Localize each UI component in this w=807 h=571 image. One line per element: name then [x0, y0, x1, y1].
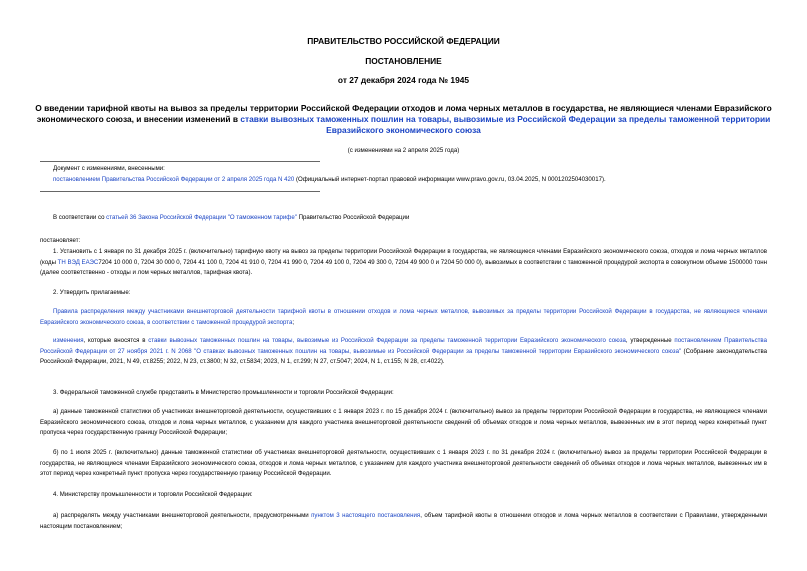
- title-text: О введении тарифной квоты на вывоз за пределы территории Российской Федерации отходов и лома черных металлов в государства, не являющиеся членами Евразийского экономического союза, и внесении изменений в: [35, 103, 772, 124]
- clause-2b-changes-link[interactable]: изменения: [53, 337, 84, 344]
- clause-3a: а) данные таможенной статистики об участниках внешнеторговой деятельности, осуществивших с 1 января 2023 г. по 15 декабря 2024 г. (включительно) вывоз за пределы территории Российской Федерации в государства, не являющиеся членами Евразийского экономического союза, отходов и лома черных металлов, с указанием для каждого участника внешнеторговой деятельности сведений об объемах отходов и лома черных металлов, вывезенных им в этот период через конкретный пункт пропуска через государственную границу Российской Федерации;: [40, 408, 767, 437]
- clause-1-b: 7204 10 000 0, 7204 30 000 0, 7204 41 100 0, 7204 41 910 0, 7204 41 990 0, 7204 49 100 0, 7204 49 300 0, 7204 49 900 0 и 7204 50 000 0), вывозимых в соответствии с таможенной процедурой экспорта в совокупном объеме 1500000 тонн (далее соответственно - отходы и лом черных металлов, тарифная квота).: [40, 258, 767, 277]
- divider-top: [40, 161, 320, 162]
- clause-2b-rates-link[interactable]: ставки вывозных таможенных пошлин на товары, вывозимые из Российской Федерации за пределы таможенной территории Евразийского экономического союза: [148, 337, 626, 344]
- clause-2: 2. Утвердить прилагаемые:: [53, 289, 131, 296]
- document-type: ПОСТАНОВЛЕНИЕ: [365, 56, 442, 66]
- clause-1-a: 1. Установить с 1 января по 31 декабря 2025 г. (включительно) тарифную квоту на вывоз за пределы территории Российской Федерации в государства, не являющиеся членами Евразийского экономического союза, отходов и лома черных металлов (коды: [40, 248, 767, 266]
- clause-2b-b: , утвержденные: [625, 337, 675, 344]
- clause-4a-point3-link[interactable]: пунктом 3 настоящего постановления: [311, 512, 421, 519]
- clause-4a-a: а) распределять между участниками внешнеторговой деятельности, предусмотренными: [53, 512, 312, 519]
- doc-changes-rest: (Официальный интернет-портал правовой информации www.pravo.gov.ru, 03.04.2025, N 0001202504030017).: [294, 176, 606, 183]
- clause-2a: [40, 307, 767, 328]
- doc-changes-line: [53, 175, 606, 186]
- resolves-word: постановляет:: [40, 237, 81, 244]
- doc-changes-link[interactable]: постановлением Правительства Российской Федерации от 2 апреля 2025 года N 420: [53, 176, 295, 183]
- clause-2a-rules-link[interactable]: Правила распределения между участниками внешнеторговой деятельности тарифной квоты в отношении отходов и лома черных металлов, вывозимых за пределы территории Российской Федерации в государства, не являющиеся членами Евразийского экономического союза, в соответствии с таможенной процедурой экспорта: [40, 308, 767, 326]
- clause-1-tnved-link[interactable]: ТН ВЭД ЕАЭС: [57, 258, 99, 266]
- document-title: [30, 103, 777, 136]
- preamble-law-link[interactable]: статьей 36 Закона Российской Федерации "О таможенном тарифе": [106, 214, 297, 221]
- clause-2a-rest: ;: [292, 318, 295, 326]
- clause-2b: [40, 336, 767, 368]
- clause-2b-a: , которые вносятся в: [83, 337, 149, 344]
- clause-1: [40, 247, 767, 279]
- document-date: от 27 декабря 2024 года № 1945: [337, 75, 470, 85]
- preamble-post: Правительство Российской Федерации: [296, 214, 410, 221]
- changes-note: (с изменениями на 2 апреля 2025 года): [347, 147, 460, 154]
- clause-2b-c: (Собрание законодательства Российской Федерации, 2021, N 49, ст.8255; 2022, N 23, ст.3800; N 32, ст.5834; 2023, N 1, ст.299; N 27, ст.5047; 2024, N 1, ст.155; N 28, ст.4022).: [40, 347, 767, 366]
- preamble: [53, 213, 409, 224]
- clause-4: 4. Министерству промышленности и торговли Российской Федерации:: [53, 491, 253, 498]
- divider-bottom: [40, 191, 320, 192]
- preamble-pre: В соответствии со: [53, 214, 107, 221]
- clause-4a-b: , объем тарифной квоты в отношении отходов и лома черных металлов в соответствии с Правилами, утвержденными настоящим постановлением;: [40, 512, 768, 530]
- doc-changes-label: Документ с изменениями, внесенными:: [53, 165, 165, 172]
- clause-4a: [40, 511, 767, 532]
- title-link-rates[interactable]: ставки вывозных таможенных пошлин на товары, вывозимые из Российской Федерации за пределы таможенной территории Евразийского экономического союза: [240, 114, 771, 135]
- issuer-heading: ПРАВИТЕЛЬСТВО РОССИЙСКОЙ ФЕДЕРАЦИИ: [307, 36, 500, 46]
- clause-2b-decree-link[interactable]: постановлением Правительства Российской Федерации от 27 ноября 2021 г. N 2068 "О ставках вывозных таможенных пошлин на товары, вывозимые из Российской Федерации за пределы таможенной территории Евразийского экономического союза": [40, 337, 767, 355]
- clause-3b: б) по 1 июля 2025 г. (включительно) данные таможенной статистики об участниках внешнеторговой деятельности, осуществивших с 1 января 2023 г. по 31 декабря 2024 г. (включительно) вывоз за пределы территории Российской Федерации в государства, не являющиеся членами Евразийского экономического союза, отходов и лома черных металлов, с указанием для каждого участника внешнеторговой деятельности сведений об объемах отходов и лома черных металлов, вывезенных им в этот период через конкретный пункт пропуска через государственную границу Российской Федерации.: [40, 449, 767, 478]
- clause-3: 3. Федеральной таможенной службе представить в Министерство промышленности и торговли Российской Федерации:: [53, 389, 394, 396]
